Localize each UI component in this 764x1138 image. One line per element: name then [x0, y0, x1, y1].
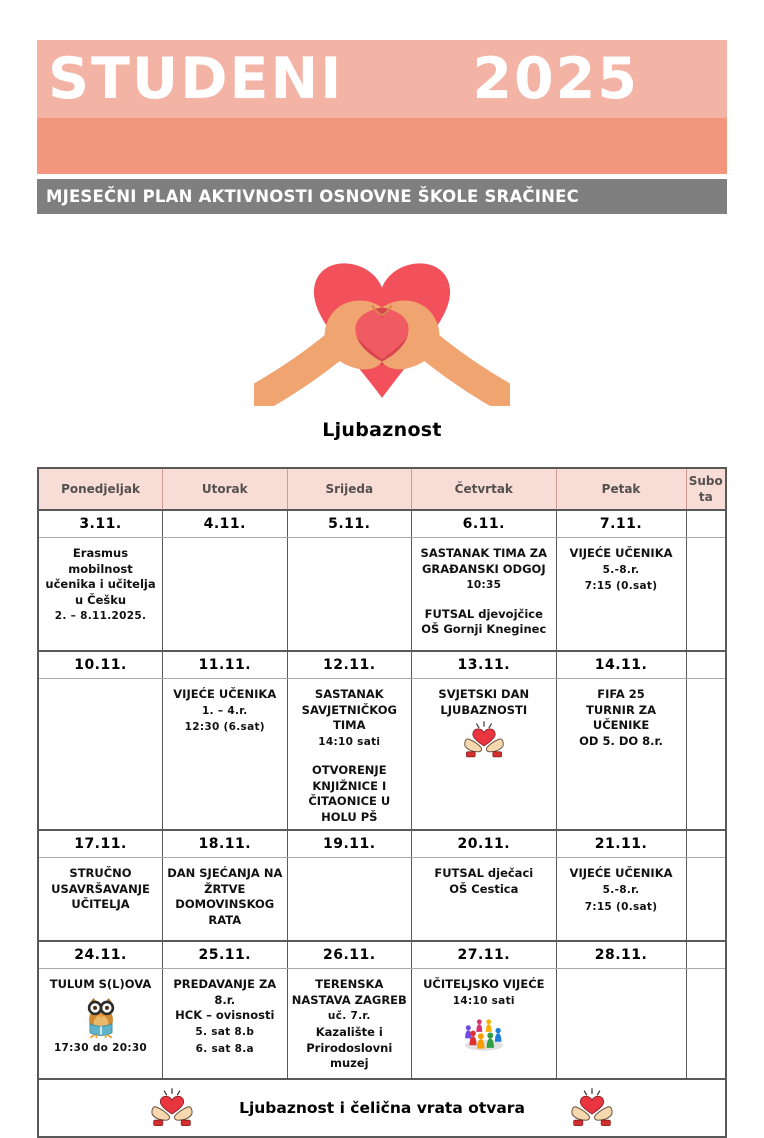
cell-line: VIJEĆE UČENIKA	[173, 687, 277, 701]
activity-cell	[686, 969, 726, 1080]
motto-right-heart-hands-icon	[569, 1088, 615, 1129]
cell-line: 12:30 (6.sat)	[184, 721, 265, 734]
subtitle-bar	[37, 179, 727, 214]
date-cell: 3.11.	[38, 510, 163, 538]
cell-line: 6. sat 8.a	[195, 1042, 254, 1055]
cell-line: FUTSAL djevojčice	[424, 606, 543, 621]
title-banner	[37, 40, 727, 118]
cell-line: 7:15 (0.sat)	[584, 580, 658, 593]
date-cell: 19.11.	[287, 830, 412, 858]
cell-line: TURNIR ZA UČENIKE	[586, 702, 657, 733]
heart-hands-image	[254, 248, 510, 406]
date-cell: 17.11.	[38, 830, 163, 858]
activity-cell	[412, 858, 556, 942]
calendar-table	[37, 467, 727, 1138]
activity-row	[38, 969, 726, 1080]
theme-illustration	[37, 248, 727, 441]
cell-line: 5.-8.r.	[602, 883, 640, 896]
day-header-monday: Ponedjeljak	[38, 468, 163, 510]
date-cell: 25.11.	[163, 941, 288, 969]
activity-cell	[686, 538, 726, 652]
day-header-row	[38, 468, 726, 510]
activity-cell	[412, 679, 556, 831]
cell-line: SVJETSKI DAN LJUBAZNOSTI	[438, 687, 530, 717]
cell-line: HCK – ovisnosti	[175, 1008, 275, 1023]
cell-line: SASTANAK TIMA ZA GRAĐANSKI ODGOJ	[420, 546, 548, 576]
date-cell	[686, 510, 726, 538]
activity-cell	[556, 679, 686, 831]
cell-line: 10:35	[466, 579, 502, 592]
date-cell: 11.11.	[163, 651, 288, 679]
activity-cell	[556, 969, 686, 1080]
cell-line: FIFA 25	[597, 687, 645, 701]
subtitle-text: MJESEČNI PLAN AKTIVNOSTI OSNOVNE ŠKOLE SRAČINEC	[46, 187, 579, 206]
motto-left-heart-hands-icon	[149, 1088, 195, 1129]
cell-line: VIJEĆE UČENIKA	[569, 866, 673, 881]
people-circle-icon	[462, 1013, 506, 1052]
heart-in-hands-icon	[149, 1088, 195, 1129]
cell-line	[291, 750, 409, 763]
cell-line: 7:15 (0.sat)	[584, 900, 658, 913]
date-row	[38, 510, 726, 538]
cell-line: TULUM S(L)OVA	[49, 977, 152, 992]
activity-cell	[556, 858, 686, 942]
cell-line: 14:10 sati	[452, 994, 515, 1007]
activity-row	[38, 679, 726, 831]
heart-in-hands-icon	[569, 1088, 615, 1129]
activity-cell	[38, 538, 163, 652]
cell-line: 1. – 4.r.	[202, 704, 248, 717]
owl-reading-book-icon	[79, 996, 123, 1038]
activity-cell	[38, 679, 163, 831]
cell-line: 14:10 sati	[318, 735, 381, 748]
date-cell: 18.11.	[163, 830, 288, 858]
activity-cell	[287, 538, 412, 652]
date-cell: 21.11.	[556, 830, 686, 858]
activity-cell	[412, 538, 556, 652]
cell-line: FUTSAL dječaci	[434, 866, 534, 881]
activity-cell	[287, 969, 412, 1080]
activity-cell	[412, 969, 556, 1080]
activity-cell	[686, 858, 726, 942]
heart-in-hands-icon	[462, 721, 506, 761]
cell-line: STRUČNO USAVRŠAVANJE UČITELJA	[51, 866, 150, 912]
activity-cell	[163, 969, 288, 1080]
activity-cell	[686, 679, 726, 831]
activity-cell	[556, 538, 686, 652]
activity-row	[38, 858, 726, 942]
cell-line: Erasmus mobilnost učenika i učitelja u Češku	[45, 546, 156, 607]
cell-line: SASTANAK SAVJETNIČKOG TIMA	[301, 687, 397, 733]
date-row	[38, 941, 726, 969]
date-cell: 24.11.	[38, 941, 163, 969]
cell-line: PREDAVANJE ZA 8.r.	[173, 977, 277, 1007]
date-row	[38, 830, 726, 858]
day-header-tuesday: Utorak	[163, 468, 288, 510]
date-cell: 27.11.	[412, 941, 556, 969]
day-header-friday: Petak	[556, 468, 686, 510]
cell-line: VIJEĆE UČENIKA	[569, 546, 673, 560]
cell-line: DAN SJEĆANJA NA ŽRTVE DOMOVINSKOG RATA	[167, 866, 283, 927]
date-cell: 28.11.	[556, 941, 686, 969]
title-month: STUDENI	[48, 45, 344, 112]
cell-line: 17:30 do 20:30	[53, 1042, 148, 1055]
date-cell	[686, 941, 726, 969]
calendar-body	[38, 510, 726, 1079]
date-cell: 4.11.	[163, 510, 288, 538]
activity-cell	[38, 858, 163, 942]
cell-line: OŠ Cestica	[449, 881, 519, 896]
date-cell	[686, 830, 726, 858]
theme-caption: Ljubaznost	[322, 419, 442, 441]
cell-line: uč. 7.r.	[327, 1010, 371, 1023]
day-header-thursday: Četvrtak	[412, 468, 556, 510]
date-cell: 20.11.	[412, 830, 556, 858]
cell-line: OD 5. DO 8.r.	[579, 733, 663, 748]
day-header-wednesday: Srijeda	[287, 468, 412, 510]
cell-line: Kazalište i Prirodoslovni muzej	[306, 1025, 393, 1071]
date-row	[38, 651, 726, 679]
activity-row	[38, 538, 726, 652]
activity-cell	[163, 538, 288, 652]
title-year: 2025	[472, 45, 639, 112]
date-cell: 26.11.	[287, 941, 412, 969]
motto-row	[38, 1079, 726, 1137]
day-header-saturday: Subota	[686, 468, 726, 510]
activity-cell	[287, 679, 412, 831]
cell-line: TERENSKA NASTAVA ZAGREB	[291, 977, 407, 1007]
cell-line: UČITELJSKO VIJEĆE	[423, 977, 545, 992]
cell-line: OŠ Gornji Kneginec	[421, 622, 547, 637]
cell-line	[415, 594, 552, 607]
banner-strip	[37, 118, 727, 174]
date-cell: 12.11.	[287, 651, 412, 679]
cell-line: 5.-8.r.	[602, 563, 640, 576]
activity-cell	[163, 858, 288, 942]
date-cell: 10.11.	[38, 651, 163, 679]
date-cell: 7.11.	[556, 510, 686, 538]
date-cell: 13.11.	[412, 651, 556, 679]
cell-line: 2. – 8.11.2025.	[54, 610, 147, 623]
date-cell: 14.11.	[556, 651, 686, 679]
date-cell: 6.11.	[412, 510, 556, 538]
cell-line: OTVORENJE KNJIŽNICE I ČITAONICE U HOLU PŠ	[308, 763, 391, 824]
cell-line: 5. sat 8.b	[195, 1025, 255, 1038]
activity-cell	[38, 969, 163, 1080]
motto-text: Ljubaznost i čelična vrata otvara	[239, 1099, 525, 1118]
activity-cell	[287, 858, 412, 942]
date-cell: 5.11.	[287, 510, 412, 538]
date-cell	[686, 651, 726, 679]
activity-cell	[163, 679, 288, 831]
